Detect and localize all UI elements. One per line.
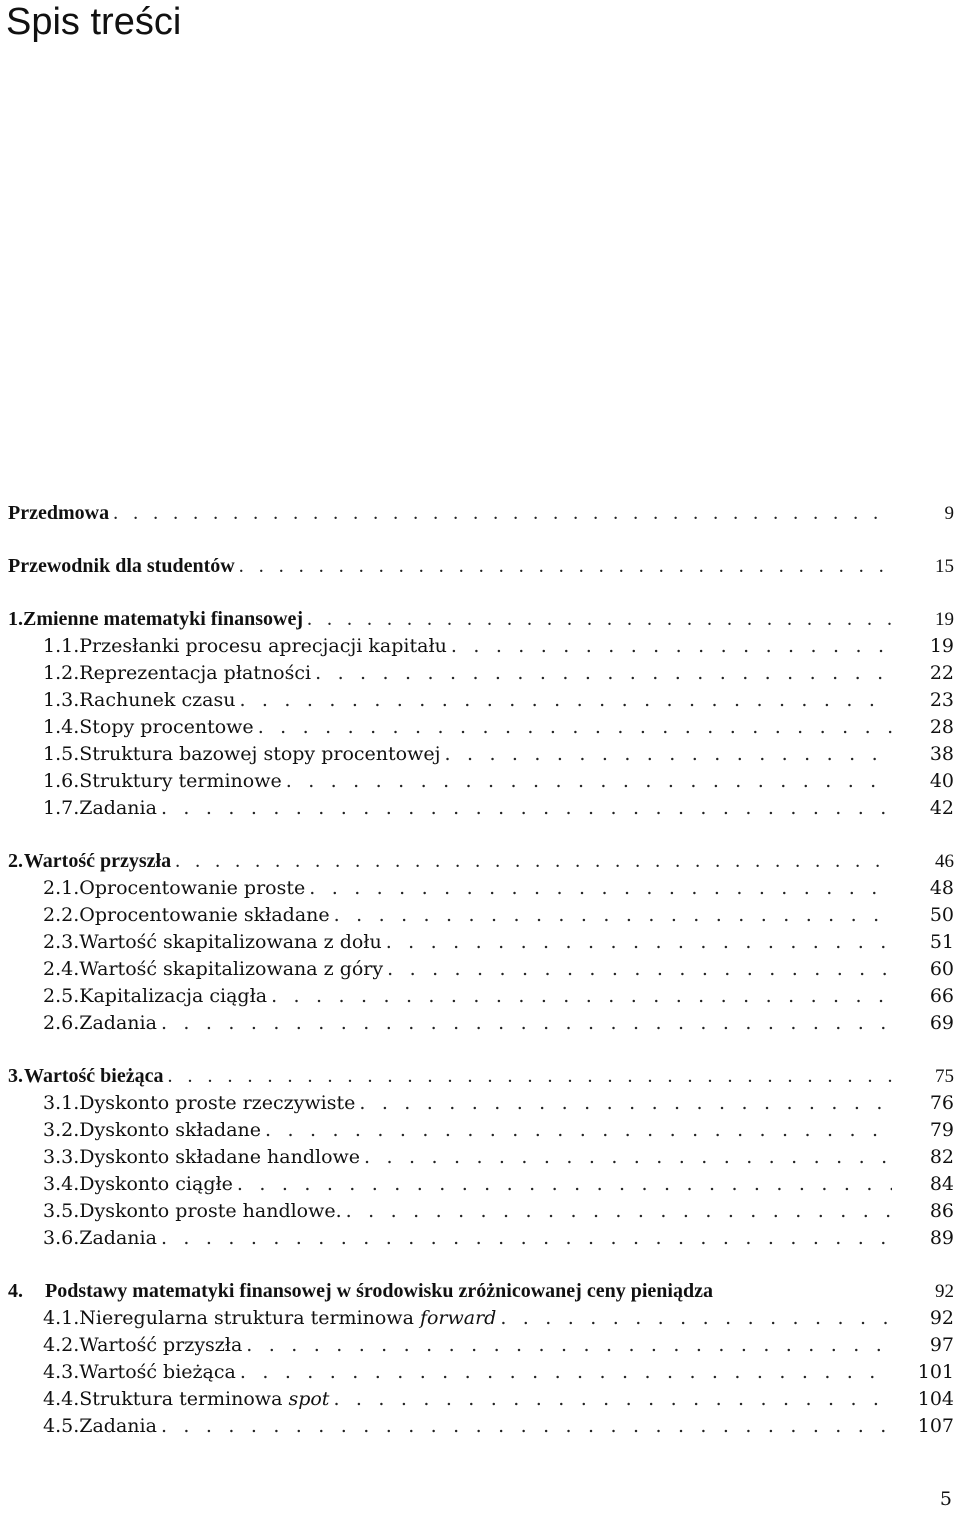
- toc-section-entry[interactable]: [8, 797, 954, 824]
- toc-dot-leader: [240, 1361, 892, 1383]
- page-title: Spis treści: [6, 1, 182, 43]
- toc-section-entry[interactable]: [8, 770, 954, 797]
- toc-dot-leader: [175, 850, 892, 873]
- toc-entry-label: Oprocentowanie składane: [79, 904, 330, 926]
- toc-section-entry[interactable]: [8, 958, 954, 985]
- toc-entry-number: 1.1.: [43, 635, 80, 657]
- toc-entry-page-number: 79: [929, 1119, 954, 1141]
- toc-entry-page-number: 19: [935, 609, 954, 630]
- toc-section-entry[interactable]: [8, 1012, 954, 1039]
- toc-entry-label: Zadania: [79, 1012, 157, 1034]
- toc-entry-page-number: 22: [929, 662, 954, 684]
- toc-entry-number: 2.5.: [43, 985, 80, 1007]
- toc-entry-number: 3.2.: [43, 1119, 80, 1141]
- toc-entry-label: Struktury terminowe: [79, 770, 282, 792]
- toc-entry-label: Przedmowa: [8, 502, 110, 524]
- toc-entry-label: Struktura bazowej stopy procentowej: [79, 743, 441, 765]
- page-number: 5: [939, 1488, 952, 1510]
- toc-dot-leader: [286, 770, 892, 792]
- toc-entry-label: Dyskonto ciągłe: [79, 1173, 233, 1195]
- toc-dot-leader: [445, 743, 893, 765]
- toc-dot-leader: [387, 958, 892, 980]
- toc-entry-number: 3.4.: [43, 1173, 80, 1195]
- toc-dot-leader: [271, 985, 892, 1007]
- toc-entry-page-number: 40: [929, 770, 954, 792]
- toc-entry-label: Zadania: [79, 1227, 157, 1249]
- toc-entry-number: 2.4.: [43, 958, 80, 980]
- toc-entry-label: Wartość bieżąca: [79, 1361, 236, 1383]
- toc-entry-page-number: 69: [929, 1012, 954, 1034]
- toc-entry-number: 2.3.: [43, 931, 80, 953]
- toc-entry-number: 1.3.: [43, 689, 80, 711]
- toc-entry-page-number: 66: [929, 985, 954, 1007]
- toc-entry-number: 2.: [8, 850, 23, 872]
- toc-dot-leader: [500, 1307, 892, 1329]
- toc-entry-number: 4.2.: [43, 1334, 80, 1356]
- toc-section-entry[interactable]: [8, 1334, 954, 1361]
- table-of-contents: [8, 502, 954, 1442]
- toc-entry-page-number: 82: [929, 1146, 954, 1168]
- toc-entry-label: Zadania: [79, 1415, 157, 1437]
- toc-entry-number: 3.: [8, 1065, 23, 1087]
- toc-entry-number: 4.: [8, 1280, 23, 1302]
- toc-dot-leader: [237, 1173, 892, 1195]
- toc-entry-page-number: 97: [929, 1334, 954, 1356]
- toc-entry-page-number: 38: [929, 743, 954, 765]
- toc-section-entry[interactable]: [8, 689, 954, 716]
- toc-entry-page-number: 46: [935, 851, 954, 872]
- toc-section-entry[interactable]: [8, 1119, 954, 1146]
- toc-dot-leader: [167, 1065, 892, 1088]
- toc-entry-page-number: 101: [917, 1361, 954, 1383]
- toc-entry-label: Zmienne matematyki finansowej: [23, 608, 303, 630]
- toc-entry-label: Stopy procentowe: [79, 716, 254, 738]
- toc-dot-leader: [113, 502, 892, 525]
- toc-entry-label: Wartość skapitalizowana z dołu: [79, 931, 382, 953]
- toc-entry-label: Podstawy matematyki finansowej w środowisku zróżnicowanej ceny pieniądza: [45, 1280, 713, 1302]
- toc-dot-leader: [161, 1415, 892, 1437]
- toc-section-entry[interactable]: [8, 985, 954, 1012]
- toc-entry-label: Dyskonto składane handlowe: [79, 1146, 361, 1168]
- toc-section-entry[interactable]: [8, 1173, 954, 1200]
- toc-dot-leader: [246, 1334, 892, 1356]
- toc-entry-number: 3.6.: [43, 1227, 80, 1249]
- toc-entry-page-number: 104: [917, 1388, 954, 1410]
- toc-entry-label: Rachunek czasu: [79, 689, 236, 711]
- toc-section-entry[interactable]: [8, 931, 954, 958]
- toc-entry-page-number: 19: [929, 635, 954, 657]
- toc-entry-number: 2.6.: [43, 1012, 80, 1034]
- toc-section-entry[interactable]: [8, 1146, 954, 1173]
- toc-section-entry[interactable]: [8, 1307, 954, 1334]
- toc-section-entry[interactable]: [8, 635, 954, 662]
- toc-dot-leader: [307, 608, 892, 631]
- toc-dot-leader: [258, 716, 892, 738]
- toc-dot-leader: [364, 1146, 892, 1168]
- toc-entry-page-number: 75: [935, 1066, 954, 1087]
- toc-section-entry[interactable]: [8, 1388, 954, 1415]
- toc-entry-label: Struktura terminowa spot: [79, 1388, 330, 1410]
- toc-section-entry[interactable]: [8, 1415, 954, 1442]
- toc-dot-leader: [309, 877, 892, 899]
- toc-dot-leader: [451, 635, 892, 657]
- toc-entry-label: Dyskonto proste rzeczywiste: [79, 1092, 356, 1114]
- toc-entry-label: Wartość przyszła: [79, 1334, 243, 1356]
- toc-entry-number: 4.4.: [43, 1388, 80, 1410]
- toc-dot-leader: [333, 1388, 892, 1410]
- toc-entry-page-number: 86: [929, 1200, 954, 1222]
- toc-chapter-entry[interactable]: [8, 1065, 954, 1092]
- toc-entry-label-italic: spot: [288, 1388, 330, 1410]
- toc-entry-label: Przesłanki procesu aprecjacji kapitału: [79, 635, 447, 657]
- toc-entry-page-number: 23: [929, 689, 954, 711]
- toc-entry-page-number: 51: [929, 931, 954, 953]
- toc-dot-leader: [386, 931, 892, 953]
- toc-entry-label: Wartość bieżąca: [24, 1065, 164, 1087]
- toc-entry-page-number: 15: [935, 556, 954, 577]
- toc-dot-leader: [334, 904, 892, 926]
- toc-dot-leader: [161, 797, 892, 819]
- toc-dot-leader: [239, 689, 892, 711]
- toc-chapter-entry[interactable]: [8, 1280, 954, 1307]
- toc-entry-page-number: 48: [929, 877, 954, 899]
- toc-chapter-entry[interactable]: [8, 850, 954, 877]
- toc-section-entry[interactable]: [8, 1092, 954, 1119]
- toc-dot-leader: [265, 1119, 892, 1141]
- toc-dot-leader: [346, 1200, 892, 1222]
- toc-entry-number: 3.3.: [43, 1146, 80, 1168]
- toc-section-entry[interactable]: [8, 877, 954, 904]
- toc-section-entry[interactable]: [8, 1361, 954, 1388]
- toc-dot-leader: [239, 555, 892, 578]
- toc-entry-page-number: 84: [929, 1173, 954, 1195]
- toc-dot-leader: [161, 1227, 892, 1249]
- toc-dot-leader: [359, 1092, 892, 1114]
- toc-entry-label: Wartość przyszła: [23, 850, 172, 872]
- toc-entry-page-number: 92: [935, 1281, 954, 1302]
- toc-section-entry[interactable]: [8, 1227, 954, 1254]
- toc-entry-label-italic: forward: [419, 1307, 497, 1329]
- toc-entry-number: 1.6.: [43, 770, 80, 792]
- toc-entry-page-number: 9: [944, 503, 954, 524]
- toc-section-entry[interactable]: [8, 743, 954, 770]
- toc-dot-leader: [161, 1012, 892, 1034]
- toc-entry-label: Dyskonto składane: [79, 1119, 262, 1141]
- toc-entry-page-number: 60: [929, 958, 954, 980]
- toc-entry-page-number: 76: [929, 1092, 954, 1114]
- toc-entry-label: Wartość skapitalizowana z góry: [79, 958, 384, 980]
- toc-entry-page-number: 107: [917, 1415, 954, 1437]
- toc-entry-page-number: 92: [929, 1307, 954, 1329]
- toc-entry-number: 4.1.: [43, 1307, 80, 1329]
- toc-section-entry[interactable]: [8, 1200, 954, 1227]
- toc-entry-number: 1.2.: [43, 662, 80, 684]
- toc-entry-label: Kapitalizacja ciągła: [79, 985, 268, 1007]
- toc-entry-label: Zadania: [79, 797, 157, 819]
- toc-section-entry[interactable]: [8, 716, 954, 743]
- toc-entry-label: Oprocentowanie proste: [79, 877, 306, 899]
- toc-entry-number: 1.: [8, 608, 23, 630]
- toc-chapter-entry[interactable]: [8, 502, 954, 529]
- toc-entry-number: 3.1.: [43, 1092, 80, 1114]
- toc-entry-label: Dyskonto proste handlowe.: [79, 1200, 342, 1222]
- toc-dot-leader: [315, 662, 892, 684]
- toc-entry-number: 2.1.: [43, 877, 80, 899]
- toc-entry-number: 1.7.: [43, 797, 80, 819]
- toc-section-entry[interactable]: [8, 904, 954, 931]
- toc-chapter-entry[interactable]: [8, 608, 954, 635]
- toc-entry-number: 2.2.: [43, 904, 80, 926]
- toc-entry-label: Reprezentacja płatności: [79, 662, 312, 684]
- toc-chapter-entry[interactable]: [8, 555, 954, 582]
- toc-entry-number: 4.3.: [43, 1361, 80, 1383]
- toc-entry-number: 3.5.: [43, 1200, 80, 1222]
- toc-entry-page-number: 42: [929, 797, 954, 819]
- toc-entry-number: 4.5.: [43, 1415, 80, 1437]
- toc-entry-page-number: 89: [929, 1227, 954, 1249]
- toc-entry-page-number: 28: [929, 716, 954, 738]
- toc-entry-number: 1.5.: [43, 743, 80, 765]
- toc-entry-number: 1.4.: [43, 716, 80, 738]
- toc-entry-label: Nieregularna struktura terminowa forward: [79, 1307, 497, 1329]
- toc-entry-label: Przewodnik dla studentów: [8, 555, 235, 577]
- toc-entry-page-number: 50: [929, 904, 954, 926]
- toc-section-entry[interactable]: [8, 662, 954, 689]
